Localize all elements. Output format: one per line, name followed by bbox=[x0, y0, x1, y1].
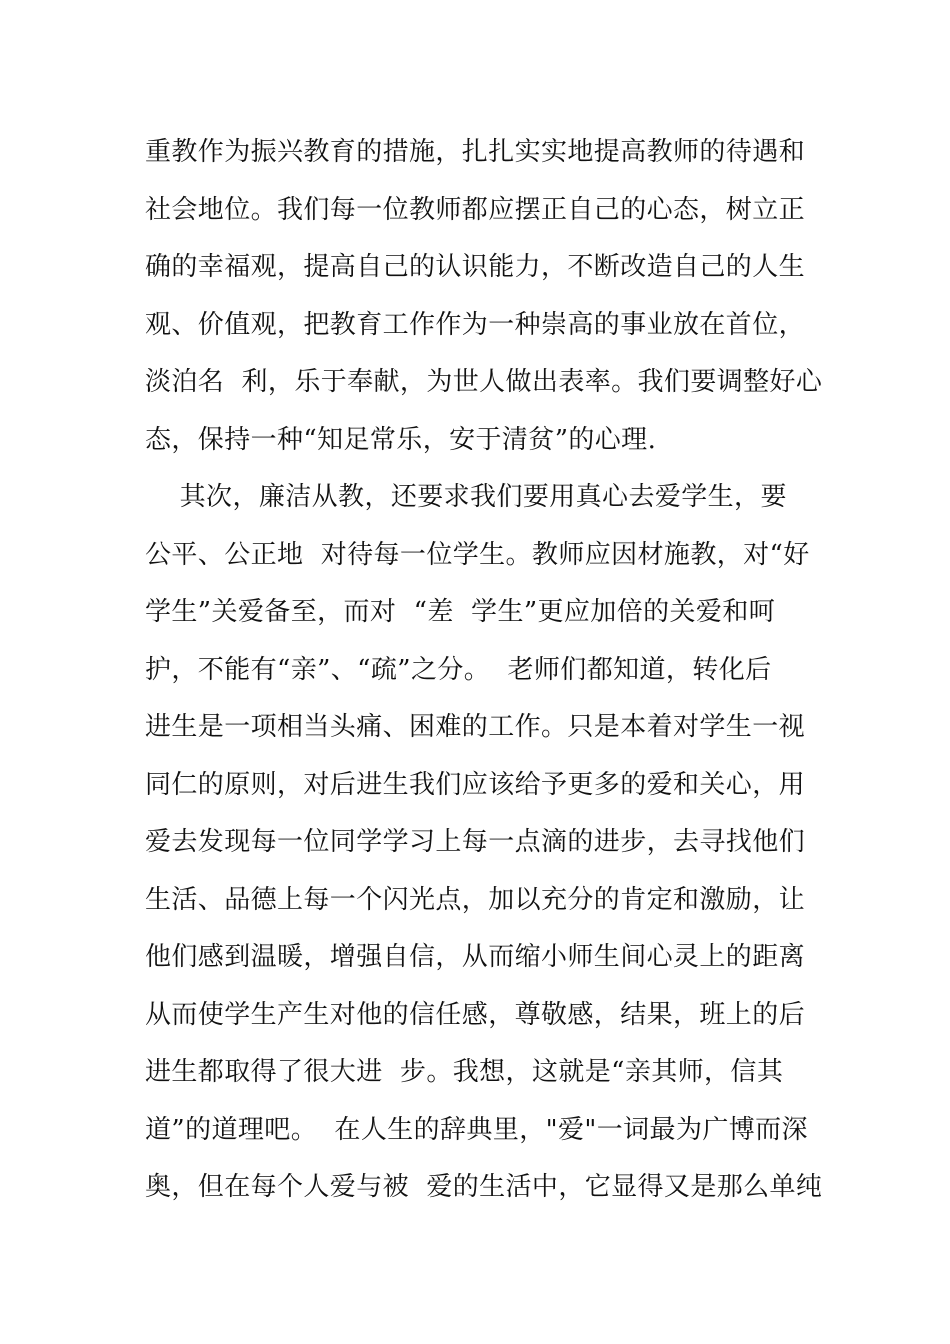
text-line: 态，保持一种“知足常乐，安于清贫”的心理. bbox=[145, 424, 657, 455]
text-line: 重教作为振兴教育的措施，扎扎实实地提高教师的待遇和 bbox=[145, 137, 806, 167]
text-line: 其次，廉洁从教，还要求我们要用真心去爱学生，要 bbox=[145, 482, 787, 512]
text-line: 护，不能有“亲”、“疏”之分。 老师们都知道，转化后 bbox=[145, 654, 772, 685]
text-line: 进生是一项相当头痛、困难的工作。只是本着对学生一视 bbox=[145, 712, 806, 742]
text-line: 学生”关爱备至，而对 “差 学生”更应加倍的关爱和呵 bbox=[145, 597, 776, 627]
text-line: 他们感到温暖，增强自信，从而缩小师生间心灵上的距离 bbox=[145, 942, 806, 972]
text-line: 奥，但在每个人爱与被 爱的生活中，它显得又是那么单纯 bbox=[145, 1172, 823, 1202]
text-line: 从而使学生产生对他的信任感，尊敬感，结果，班上的后 bbox=[145, 999, 806, 1030]
text-line: 确的幸福观，提高自己的认识能力，不断改造自己的人生 bbox=[145, 252, 806, 282]
text-line: 公平、公正地 对待每一位学生。教师应因材施教，对“好 bbox=[145, 539, 810, 570]
body-text bbox=[145, 124, 823, 1217]
text-line: 淡泊名 利，乐于奉献，为世人做出表率。我们要调整好心 bbox=[145, 367, 823, 397]
text-line: 生活、品德上每一个闪光点，加以充分的肯定和激励，让 bbox=[145, 884, 806, 915]
text-line: 观、价值观，把教育工作作为一种崇高的事业放在首位， bbox=[145, 309, 806, 340]
text-line: 进生都取得了很大进 步。我想，这就是“亲其师，信其 bbox=[145, 1057, 784, 1087]
text-line: 爱去发现每一位同学学习上每一点滴的进步，去寻找他们 bbox=[145, 827, 806, 857]
text-line: 道”的道理吧。 在人生的辞典里，"爱"一词最为广博而深 bbox=[145, 1114, 808, 1145]
text-line: 同仁的原则，对后进生我们应该给予更多的爱和关心，用 bbox=[145, 769, 806, 800]
text-line: 社会地位。我们每一位教师都应摆正自己的心态，树立正 bbox=[145, 194, 806, 225]
